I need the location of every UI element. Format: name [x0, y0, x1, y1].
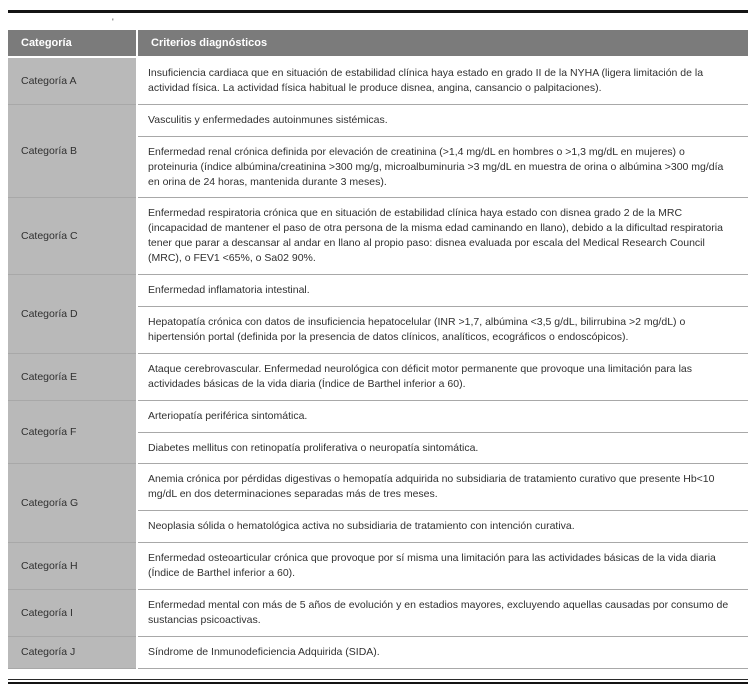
category-cell: Categoría F — [8, 400, 137, 464]
category-cell: Categoría G — [8, 464, 137, 543]
table-row — [8, 57, 748, 104]
criteria-cell: Enfermedad renal crónica definida por elevación de creatinina (>1,4 mg/dL en hombres o >1,3 mg/dL en mujeres) o proteinuria (índice albúmina/creatinina >300 mg/g, microalbuminuria >3 mg/dL en muestra de orina o albúmina >300 mg/día en orina de 24 horas, mantenida durante 3 meses). — [137, 136, 748, 198]
table-row — [8, 400, 748, 432]
footnote-mark: ' — [112, 17, 114, 27]
column-header-categoria: Categoría — [8, 30, 137, 57]
criteria-cell: Enfermedad mental con más de 5 años de evolución y en estadios mayores, excluyendo aquellas causadas por consumo de sustancias psicoactivas. — [137, 589, 748, 636]
criteria-cell: Insuficiencia cardiaca que en situación de estabilidad clínica haya estado en grado II de la NYHA (ligera limitación de la actividad física. La actividad física habitual le produce disnea, angina, cansancio o palpitaciones). — [137, 57, 748, 104]
column-header-criterios: Criterios diagnósticos — [137, 30, 748, 57]
criteria-cell: Enfermedad respiratoria crónica que en situación de estabilidad clínica haya estado con disnea grado 2 de la MRC (incapacidad de mantener el paso de otra persona de la misma edad caminando en llano), debido a la dificultad respiratoria tener que parar a descansar al andar en llano al propio paso: disnea evaluada por escala del Medical Research Council (MRC), o FEV1 <65%, o Sa02 90%. — [137, 198, 748, 275]
diagnostic-criteria-table — [8, 30, 748, 669]
criteria-cell: Síndrome de Inmunodeficiencia Adquirida (SIDA). — [137, 636, 748, 668]
criteria-cell: Neoplasia sólida o hematológica activa no subsidiaria de tratamiento con intención curativa. — [137, 511, 748, 543]
criteria-cell: Ataque cerebrovascular. Enfermedad neurológica con déficit motor permanente que provoque una limitación para las actividades básicas de la vida diaria (Índice de Barthel inferior a 60). — [137, 353, 748, 400]
table-row — [8, 275, 748, 307]
bottom-rule — [8, 679, 748, 684]
criteria-cell: Vasculitis y enfermedades autoinmunes sistémicas. — [137, 104, 748, 136]
top-rule — [8, 10, 748, 13]
category-cell: Categoría D — [8, 275, 137, 354]
table-row — [8, 198, 748, 275]
category-cell: Categoría A — [8, 57, 137, 104]
table-row — [8, 543, 748, 590]
table-row — [8, 104, 748, 136]
criteria-cell: Arteriopatía periférica sintomática. — [137, 400, 748, 432]
category-cell: Categoría H — [8, 543, 137, 590]
criteria-cell: Hepatopatía crónica con datos de insuficiencia hepatocelular (INR >1,7, albúmina <3,5 g/dL, bilirrubina >2 mg/dL) o hipertensión portal (definida por la presencia de datos clínicos, analíticos, ecográficos o endoscópicos). — [137, 306, 748, 353]
category-cell: Categoría B — [8, 104, 137, 198]
criteria-cell: Anemia crónica por pérdidas digestivas o hemopatía adquirida no subsidiaria de tratamiento curativo que presente Hb<10 mg/dL en dos determinaciones separadas más de tres meses. — [137, 464, 748, 511]
category-cell: Categoría E — [8, 353, 137, 400]
table-header — [8, 30, 748, 57]
category-cell: Categoría C — [8, 198, 137, 275]
criteria-cell: Diabetes mellitus con retinopatía proliferativa o neuropatía sintomática. — [137, 432, 748, 464]
criteria-cell: Enfermedad inflamatoria intestinal. — [137, 275, 748, 307]
table-row — [8, 636, 748, 668]
table-body — [8, 57, 748, 668]
criteria-cell: Enfermedad osteoarticular crónica que provoque por sí misma una limitación para las actividades básicas de la vida diaria (Índice de Barthel inferior a 60). — [137, 543, 748, 590]
category-cell: Categoría I — [8, 589, 137, 636]
table-row — [8, 464, 748, 511]
table-row — [8, 589, 748, 636]
header-row — [8, 30, 748, 57]
category-cell: Categoría J — [8, 636, 137, 668]
table-row — [8, 353, 748, 400]
